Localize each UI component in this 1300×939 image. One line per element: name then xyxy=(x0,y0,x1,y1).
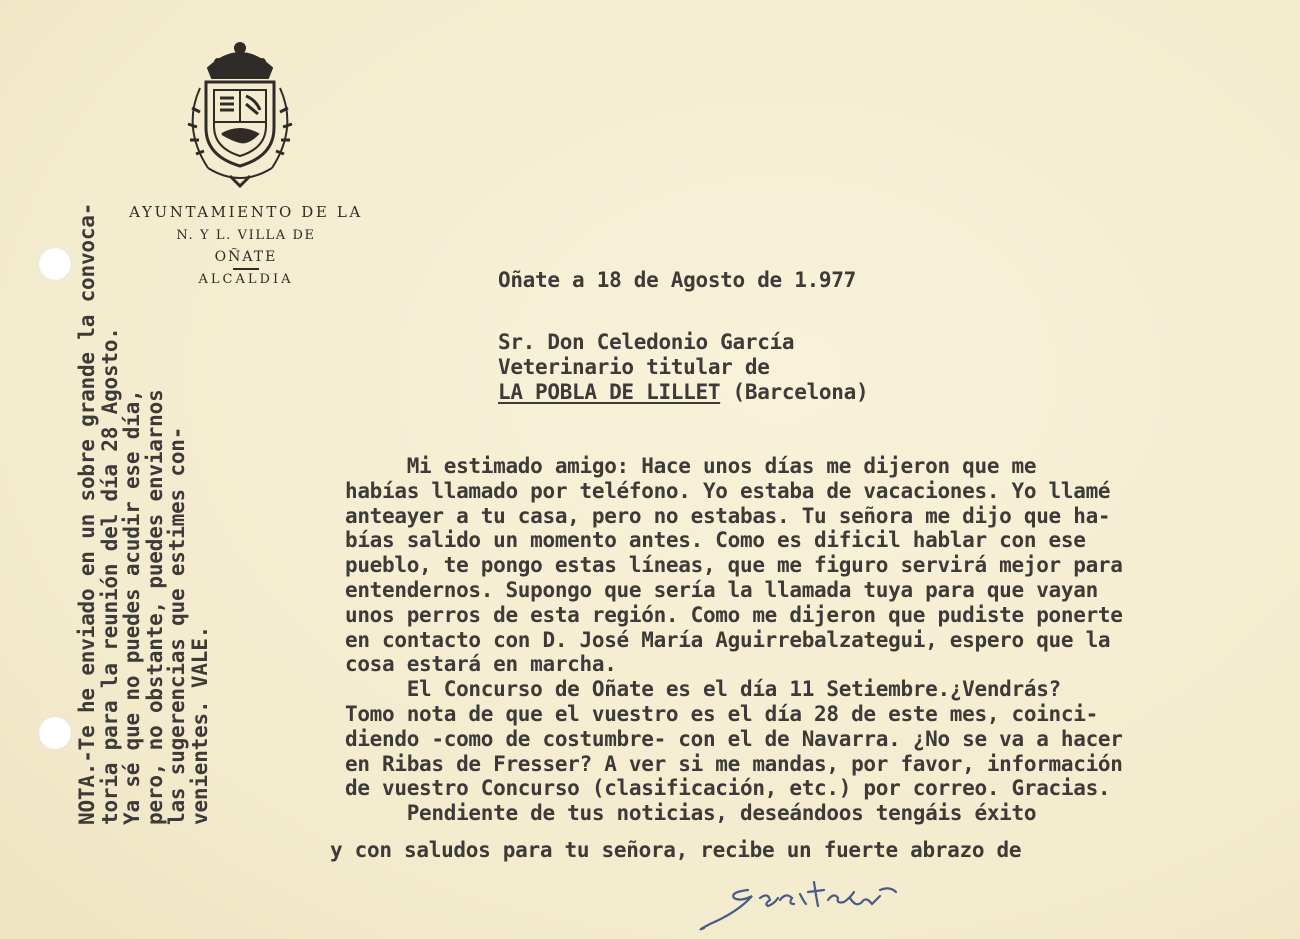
body-line: habías llamado por teléfono. Yo estaba de vacaciones. Yo llamé xyxy=(345,478,1111,503)
note-line: venientes. VALE. xyxy=(187,625,212,825)
body-line: bías salido un momento antes. Como es dificil hablar con ese xyxy=(345,528,1086,553)
letter-body xyxy=(345,454,1300,826)
letterhead-line-4: ALCALDIA xyxy=(198,271,294,287)
note-line: Ya sé que no puedes acudir ese día, xyxy=(120,389,144,825)
letterhead-line-2: N. Y L. VILLA DE xyxy=(176,228,316,243)
body-line: unos perros de esta región. Como me dijeron que pudiste ponerte xyxy=(345,602,1123,627)
body-line: entendernos. Supongo que sería la llamada tuya para que vayan xyxy=(345,577,1098,602)
body-line: anteayer a tu casa, pero no estabas. Tu señora me dijo que ha- xyxy=(345,503,1111,528)
letter-date: Oñate a 18 de Agosto de 1.977 xyxy=(498,268,856,292)
body-line: en contacto con D. José María Aguirrebalzategui, espero que la xyxy=(345,627,1111,652)
body-line: cosa estará en marcha. xyxy=(345,652,617,677)
punch-hole-bottom xyxy=(38,716,72,750)
note-line: NOTA.-Te he enviado en un sobre grande la convoca- xyxy=(75,202,99,825)
body-line: de vuestro Concurso (clasificación, etc.) por correo. Gracias. xyxy=(345,776,1111,801)
recipient-place: LA POBLA DE LILLET xyxy=(498,379,721,404)
margin-note xyxy=(76,45,211,825)
body-line: Tomo nota de que el vuestro es el día 28 de este mes, coinci- xyxy=(345,701,1098,726)
letterhead-line-3: OÑATE xyxy=(214,249,278,265)
body-line: diendo -como de costumbre- con el de Navarra. ¿No se va a hacer xyxy=(345,726,1123,751)
recipient-region: (Barcelona) xyxy=(720,379,869,404)
recipient-address xyxy=(498,330,868,404)
letterhead-line-1: AYUNTAMIENTO DE LA xyxy=(129,203,363,221)
letterhead-divider xyxy=(233,268,259,270)
handwritten-signature xyxy=(690,872,1010,936)
punch-hole-top xyxy=(38,247,72,281)
body-line: en Ribas de Fresser? A ver si me mandas, por favor, información xyxy=(345,751,1123,776)
note-line: las sugerencias que estimes con- xyxy=(165,426,189,825)
note-line: pero, no obstante, puedes enviarnos xyxy=(142,389,167,825)
letter-closing: y con saludos para tu señora, recibe un fuerte abrazo de xyxy=(330,838,1022,862)
recipient-title: Veterinario titular de xyxy=(498,354,770,379)
note-line: toria para la reunión del día 28 Agosto. xyxy=(97,327,122,825)
body-line: Pendiente de tus noticias, deseándoos tengáis éxito xyxy=(345,801,1037,826)
body-line: Mi estimado amigo: Hace unos días me dijeron que me xyxy=(345,454,1037,478)
body-line: pueblo, te pongo estas líneas, que me figuro servirá mejor para xyxy=(345,553,1123,578)
body-line: El Concurso de Oñate es el día 11 Setiembre.¿Vendrás? xyxy=(345,677,1061,702)
recipient-name: Sr. Don Celedonio García xyxy=(498,330,795,354)
